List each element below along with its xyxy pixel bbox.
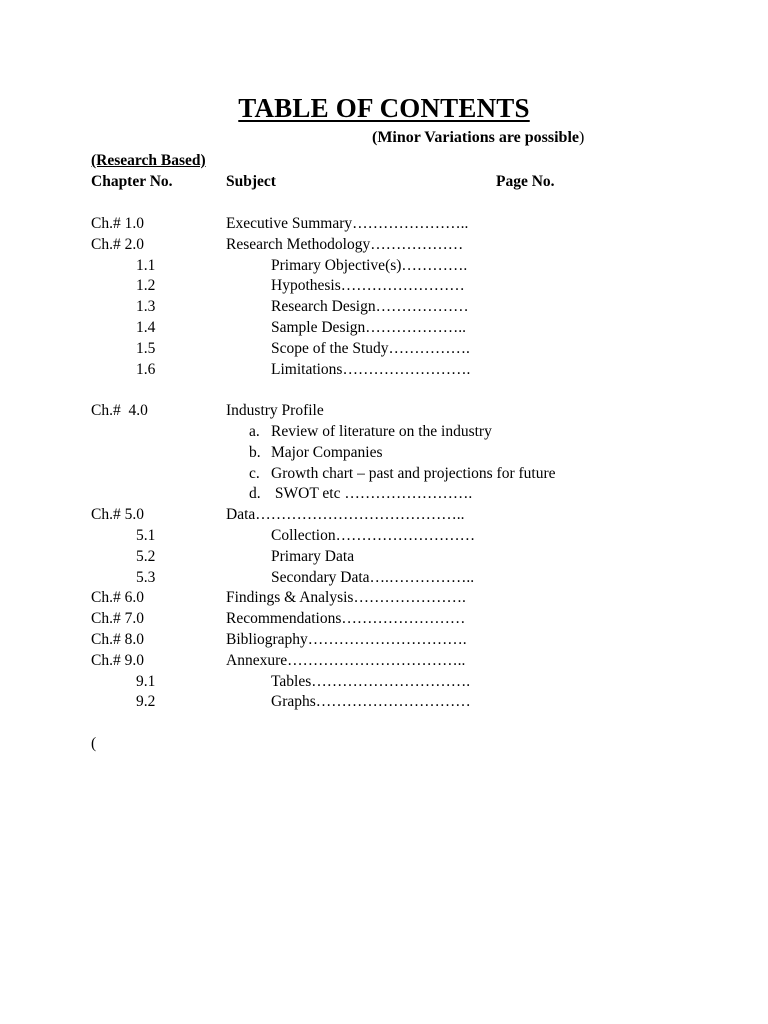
toc-row-chapter	[0, 504, 768, 525]
toc-row-chapter	[0, 234, 768, 255]
toc-number: 1.3	[136, 298, 156, 316]
page-title: TABLE OF CONTENTS	[238, 93, 530, 123]
toc-number: b.	[249, 443, 261, 461]
toc-subject: SWOT etc …………………….	[271, 485, 473, 503]
toc-number: 9.1	[136, 672, 156, 690]
toc-subject: Growth chart – past and projections for future	[271, 464, 556, 482]
toc-subject: Sample Design………………..	[271, 319, 467, 336]
toc-number: Ch.# 7.0	[91, 610, 144, 628]
toc-row-chapter	[0, 587, 768, 608]
toc-number: 1.5	[136, 339, 156, 357]
toc-row-sub	[0, 567, 768, 588]
toc-row-sub	[0, 338, 768, 359]
toc-subject: Primary Data	[271, 547, 355, 565]
toc-row-sub	[0, 275, 768, 296]
toc-row-sub	[0, 691, 768, 712]
chapter-header: Chapter No.	[91, 173, 173, 190]
toc-subject: Graphs…………………………	[271, 693, 471, 711]
toc-row-chapter	[0, 629, 768, 650]
toc-subject: Major Companies	[271, 443, 383, 461]
toc-subject: Hypothesis……………………	[271, 277, 465, 295]
toc-row-sub	[0, 296, 768, 317]
toc-number: d.	[249, 485, 261, 503]
toc-number: a.	[249, 423, 260, 440]
toc-subject: Primary Objective(s)………….	[271, 256, 468, 274]
toc-subject: Collection………………………	[271, 527, 476, 544]
toc-number: 9.2	[136, 693, 156, 711]
toc-subject: Bibliography………………………….	[226, 631, 467, 648]
toc-row-chapter	[0, 400, 768, 421]
toc-number: 5.3	[136, 568, 156, 586]
toc-row-sub	[0, 317, 768, 338]
toc-number: Ch.# 2.0	[91, 235, 144, 253]
toc-number: 5.2	[136, 547, 156, 565]
toc-row-letter	[0, 442, 768, 463]
toc-row-sub	[0, 671, 768, 692]
toc-number: Ch.# 9.0	[91, 651, 144, 669]
toc-number: 1.1	[136, 256, 156, 274]
toc-number: 1.6	[136, 360, 156, 378]
subject-header: Subject	[226, 173, 276, 190]
toc-subject: Tables………………………….	[271, 672, 471, 690]
page-header: Page No.	[496, 173, 555, 190]
subtitle-text: (Minor Variations are possible	[372, 129, 579, 146]
toc-row-chapter	[0, 608, 768, 629]
toc-subject: Secondary Data….……………..	[271, 568, 475, 586]
toc-subject: Executive Summary…………………..	[226, 215, 469, 232]
toc-subject: Recommendations……………………	[226, 610, 466, 628]
toc-subject: Research Methodology………………	[226, 235, 464, 253]
toc-row-sub	[0, 255, 768, 276]
toc-subject: Limitations…………………….	[271, 360, 471, 378]
toc-subject: Industry Profile	[226, 402, 324, 420]
section-label: (Research Based)	[91, 152, 206, 169]
toc-row-chapter	[0, 213, 768, 234]
toc-number: 1.4	[136, 319, 156, 336]
toc-row-letter	[0, 421, 768, 442]
toc-row-letter	[0, 463, 768, 484]
toc-subject: Research Design………………	[271, 298, 469, 316]
toc-number: Ch.# 8.0	[91, 631, 144, 648]
toc-row-sub	[0, 525, 768, 546]
toc-subject: Data…………………………………..	[226, 506, 465, 524]
toc-row-chapter	[0, 650, 768, 671]
toc-subject: Review of literature on the industry	[271, 423, 492, 440]
trailing-paren: (	[91, 735, 97, 752]
toc-row-sub	[0, 359, 768, 380]
subtitle-note	[372, 129, 584, 147]
toc-number: Ch.# 4.0	[91, 402, 148, 420]
toc-number: Ch.# 6.0	[91, 589, 144, 607]
toc-number: 1.2	[136, 277, 156, 295]
toc-row-letter	[0, 483, 768, 504]
toc-number: Ch.# 1.0	[91, 215, 144, 232]
toc-number: Ch.# 5.0	[91, 506, 144, 524]
toc-number: c.	[249, 464, 260, 482]
toc-number: 5.1	[136, 527, 156, 544]
toc-subject: Annexure……………………………..	[226, 651, 466, 669]
toc-subject: Scope of the Study…………….	[271, 339, 470, 357]
toc-subject: Findings & Analysis………………….	[226, 589, 466, 607]
toc-row-sub	[0, 546, 768, 567]
subtitle-close-paren: )	[578, 129, 585, 146]
